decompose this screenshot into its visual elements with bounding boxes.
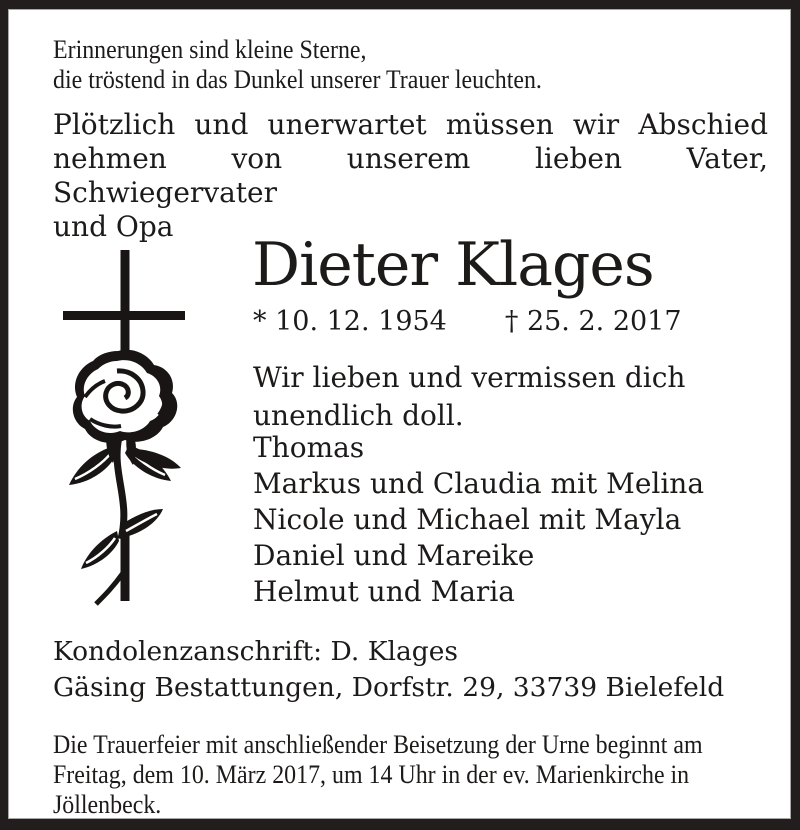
funeral-line-1: Die Trauerfeier mit anschließender Beisetzung der Urne beginnt am bbox=[53, 730, 703, 759]
intro-line-3: und Opa bbox=[53, 210, 174, 243]
opening-quote bbox=[53, 35, 542, 94]
death-date bbox=[505, 306, 682, 337]
birth-date-value: 10. 12. 1954 bbox=[275, 306, 447, 337]
death-date-value: 25. 2. 2017 bbox=[526, 306, 682, 337]
funeral-line-3: Jöllenbeck. bbox=[53, 790, 162, 819]
message-line-1: Wir lieben und vermissen dich bbox=[253, 361, 686, 394]
message-line-2: unendlich doll. bbox=[253, 399, 464, 432]
life-dates bbox=[253, 306, 682, 338]
death-symbol: † bbox=[504, 306, 519, 337]
mourner-4: Daniel und Mareike bbox=[253, 539, 535, 572]
farewell-message bbox=[253, 359, 685, 435]
condolence-line-1: Kondolenzanschrift: D. Klages bbox=[53, 636, 459, 667]
birth-date bbox=[253, 306, 447, 337]
mourner-2: Markus und Claudia mit Melina bbox=[253, 467, 705, 500]
condolence-address bbox=[53, 634, 724, 705]
mourner-1: Thomas bbox=[253, 431, 365, 464]
quote-line-2: die tröstend in das Dunkel unserer Trauer leuchten. bbox=[53, 64, 542, 94]
mourner-3: Nicole und Michael mit Mayla bbox=[253, 503, 682, 536]
cross-rose-emblem bbox=[55, 247, 195, 607]
intro-paragraph bbox=[53, 108, 768, 244]
quote-line-1: Erinnerungen sind kleine Sterne, bbox=[53, 35, 367, 64]
birth-symbol: * bbox=[253, 306, 267, 337]
deceased-name: Dieter Klages bbox=[252, 230, 654, 300]
intro-line-2: nehmen von unserem lieben Vater, Schwiegervater bbox=[53, 142, 768, 209]
funeral-line-2: Freitag, dem 10. März 2017, um 14 Uhr in der ev. Marienkirche in bbox=[53, 760, 690, 789]
mourner-5: Helmut und Maria bbox=[253, 575, 515, 608]
intro-line-1: Plötzlich und unerwartet müssen wir Abschied bbox=[53, 108, 768, 141]
condolence-line-2: Gäsing Bestattungen, Dorfstr. 29, 33739 Bielefeld bbox=[53, 671, 725, 703]
funeral-info bbox=[53, 730, 703, 820]
mourners-list bbox=[253, 430, 704, 610]
